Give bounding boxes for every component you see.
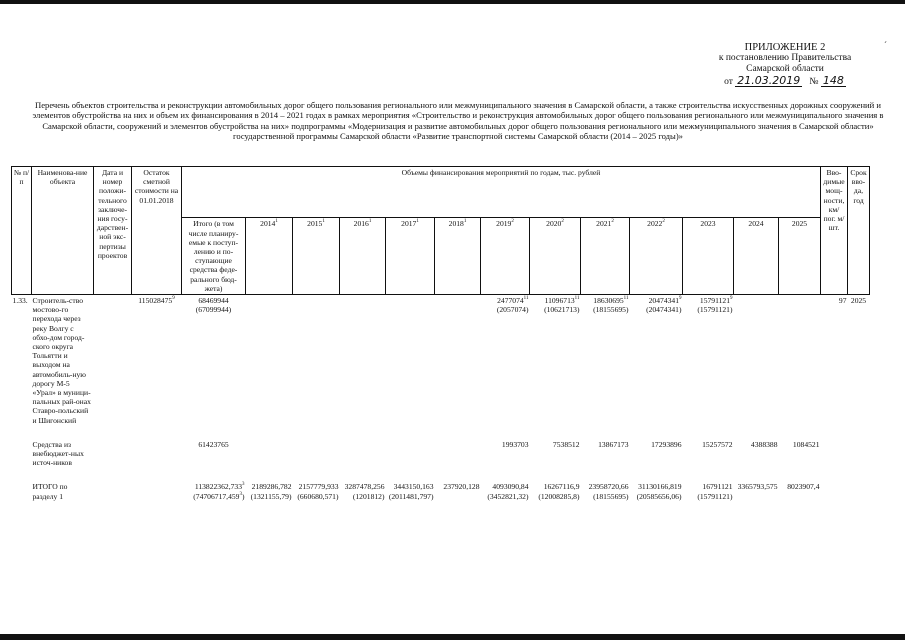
header-expertise-date: Дата и номер положи-тельного заключе-ния госу-дарствен-ной экс-пертизы проектов: [94, 167, 132, 295]
date-prefix: от: [724, 77, 733, 87]
header-year-2019: 2019$^2$: [481, 218, 530, 295]
section-total-2020: 16267116,9 (12008285,8): [538, 482, 580, 501]
annex-heading: ПРИЛОЖЕНИЕ 2: [744, 42, 826, 53]
table-row: [12, 468, 870, 501]
header-year-2016: 2016$^1$: [340, 218, 386, 295]
total-cell: 68469944 (67099944): [195, 296, 232, 315]
table-row: [12, 295, 870, 426]
extrabudget-2025: 1084521: [792, 439, 820, 449]
y2021-cell: 18630695$^{11}$ (18155695): [593, 296, 629, 315]
header-name: Наименова-ние объекта: [32, 167, 94, 295]
header-year-2025: 2025: [779, 218, 821, 295]
header-year-2018: 2018$^1$: [435, 218, 481, 295]
y2023-cell: 15791121$^9$ (15791121): [697, 296, 733, 315]
header-year-2017: 2017$^1$: [386, 218, 435, 295]
header-financing-group: Объемы финансирования мероприятий по годам, тыс. рублей: [182, 167, 821, 218]
term-cell: 2025: [850, 296, 867, 305]
document-title: Перечень объектов строительства и реконструкции автомобильных дорог общего пользования регионального или межмуниципального значения в Самарской области, а также строительства искусственных дорожных сооружений и элементов обустройства на них и объем их финансирования в 2014 – 2021 годах в рамках мероприятия «Строительство и реконструкция автомобильных дорог общего пользования регионального или межмуниципального значения в Самарской области, сооружений и элементов обустройства на них» подпрограммы «Модернизация и развитие автомобильных дорог общего пользования регионального или межмуниципального значения в Самарской области» государственной программы Самарской области «Развитие транспортной системы Самарской области (2014 – 2025 годы)»: [32, 100, 884, 142]
financing-table: [11, 166, 870, 502]
object-name: Строитель-ство мостово-го перехода через реку Волгу с обхо-дом город-ского округа Тольятти и выходом на автомобиль-ную дорогу М-5 «Урал» в муници-пальных рай-онах Ставро-польский и Шигонский: [32, 296, 91, 425]
annex-date-line: [700, 75, 870, 88]
section-total-2025: 8023907,4: [787, 482, 820, 492]
section-total-2021: 23958720,66 (18155695): [588, 482, 629, 501]
section-total: 113822362,733$^3$ (74706717,459$^3$): [193, 482, 245, 501]
y2020-cell: 11096713$^{11}$ (10621713): [544, 296, 580, 315]
section-total-2019: 4093090,84 (3452821,32): [487, 482, 529, 501]
section-total-2014: 2189286,782 (1321155,79): [250, 482, 292, 501]
annex-line-2: Самарской области: [746, 64, 824, 74]
extrabudget-total: 61423765: [198, 439, 229, 449]
extrabudget-2022: 17293896: [651, 439, 682, 449]
scan-top-border: [0, 0, 905, 4]
y2022-cell: 20474341$^9$ (20474341): [646, 296, 682, 315]
extrabudget-2023: 15257572: [702, 439, 733, 449]
scan-bottom-border: [0, 634, 905, 640]
header-year-2020: 2020$^2$: [530, 218, 581, 295]
capacity-cell: 97: [838, 296, 847, 305]
extrabudget-2019: 1993703: [501, 439, 529, 449]
header-total: Итого (в том числе планиру-емые к поступ-лению и по-ступающие средства феде-рального бюд-жета): [182, 218, 246, 295]
header-year-2022: 2022$^2$: [630, 218, 683, 295]
extrabudget-label: Средства из внебюджет-ных источ-ников: [32, 439, 84, 468]
extrabudget-2021: 13867173: [598, 439, 629, 449]
header-year-2023: 2023: [683, 218, 734, 295]
row-num: 1.33.: [12, 296, 28, 305]
header-num: № п/п: [12, 167, 32, 295]
scan-mark: ˊ: [884, 40, 887, 50]
section-total-label: ИТОГО по разделу 1: [32, 482, 68, 501]
header-capacity: Вво-димые мощ-ности, км/ пог. м/шт.: [821, 167, 848, 295]
header-term: Срок вво-да, год: [848, 167, 870, 295]
extrabudget-2020: 7538512: [552, 439, 580, 449]
expertise-date-cell: [94, 295, 132, 426]
section-total-2017: 3443150,163 (2011481,797): [388, 482, 434, 501]
header-year-2021: 2021$^2$: [581, 218, 630, 295]
y2019-cell: 2477074$^{11}$ (2057074): [496, 296, 529, 315]
table-row: [12, 426, 870, 469]
header-year-2014: 2014$^1$: [246, 218, 293, 295]
header-balance: Остаток сметной стоимости на 01.01.2018: [132, 167, 182, 295]
section-total-2016: 3287478,256 (1201812): [344, 482, 385, 501]
extrabudget-2024: 4388388: [750, 439, 778, 449]
handwritten-number: 148: [822, 74, 844, 87]
number-prefix: №: [809, 77, 819, 87]
section-total-2018: 237920,128: [443, 482, 480, 492]
handwritten-date: 21.03.2019: [737, 74, 801, 87]
section-total-2024: 3365793,575: [737, 482, 778, 492]
balance-cell: 115028475$^9$: [138, 296, 175, 305]
section-total-2023: 16791121 (15791121): [697, 482, 733, 501]
header-year-2024: 2024: [734, 218, 779, 295]
section-total-2015: 2157779,933 (660680,571): [297, 482, 339, 501]
annex-line-1: к постановлению Правительства: [718, 53, 852, 63]
section-total-2022: 31130166,819 (20585656,06): [636, 482, 682, 501]
header-year-2015: 2015$^1$: [293, 218, 340, 295]
annex-block: [700, 42, 870, 88]
